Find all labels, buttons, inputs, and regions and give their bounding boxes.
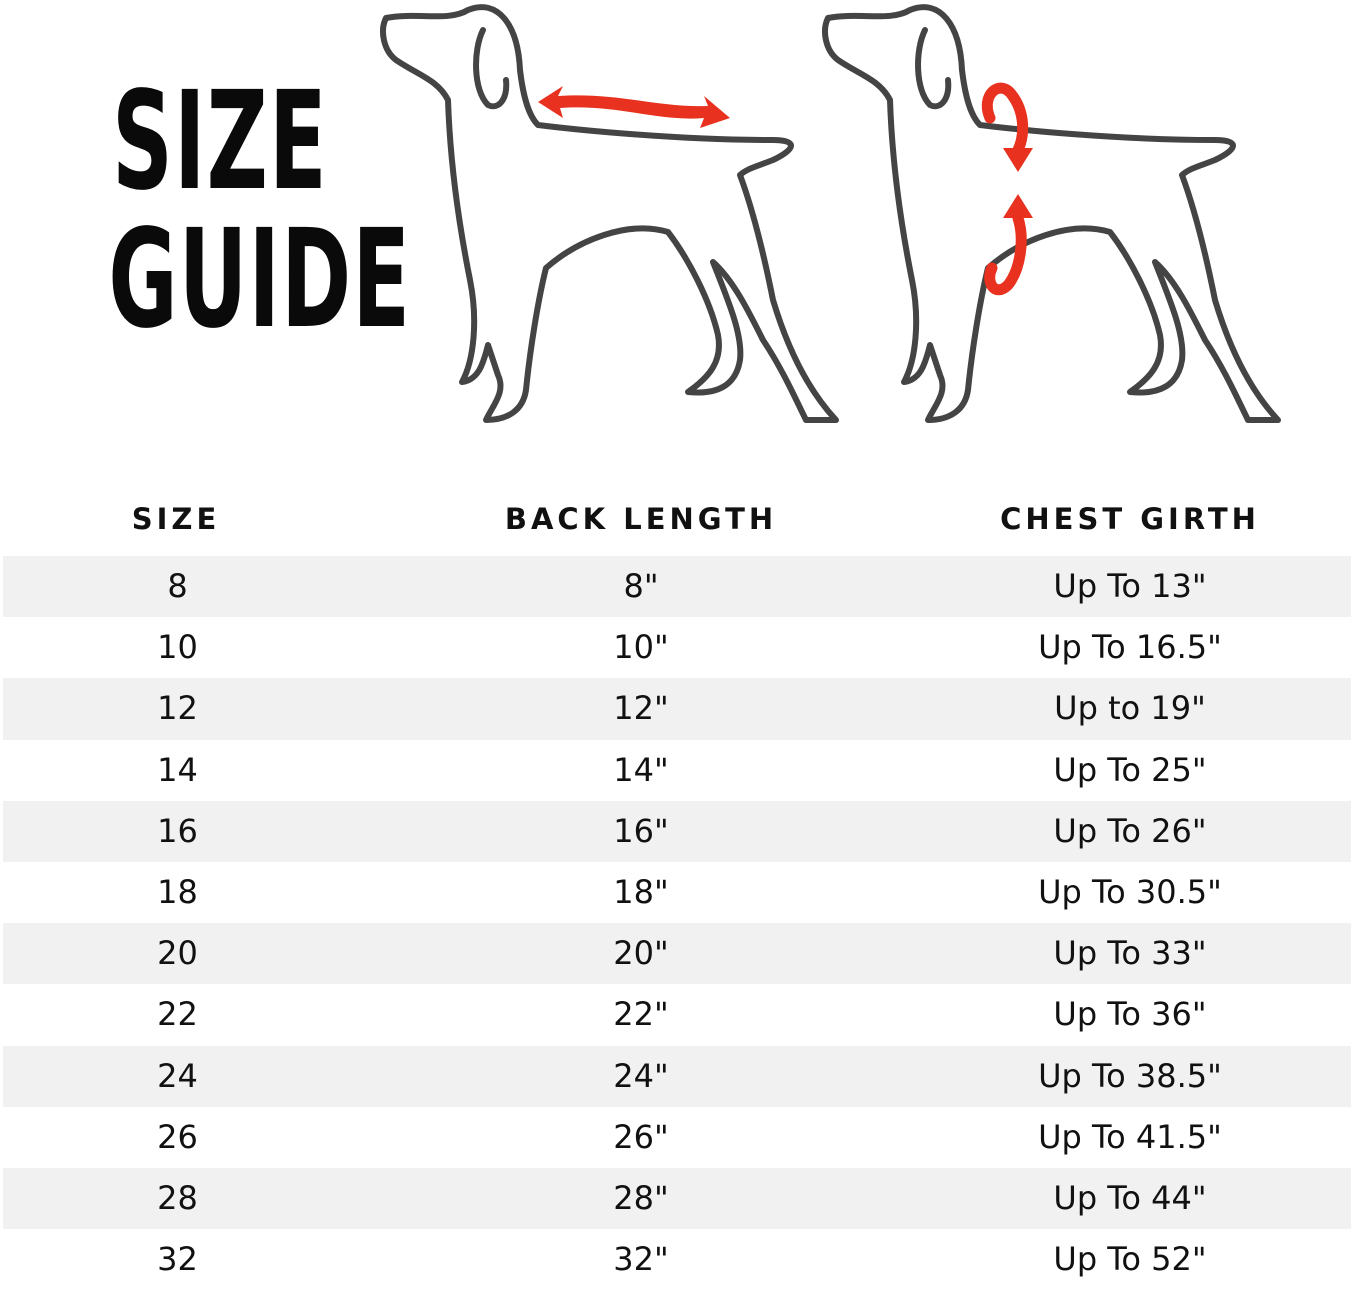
- chest-girth-cell: Up To 33": [1053, 934, 1207, 973]
- back-length-cell: 32": [613, 1240, 669, 1279]
- table-row: [3, 740, 1351, 801]
- size-cell: 20: [157, 934, 198, 973]
- table-row: [3, 1168, 1351, 1229]
- header-size: SIZE: [131, 502, 221, 536]
- chest-girth-cell: Up To 13": [1053, 567, 1207, 605]
- chest-girth-cell: Up To 36": [1053, 995, 1207, 1034]
- back-length-cell: 10": [613, 628, 669, 667]
- back-length-cell: 16": [613, 811, 669, 850]
- title-guide: GUIDE: [108, 201, 412, 359]
- back-length-cell: 24": [613, 1056, 669, 1095]
- size-cell: 28: [157, 1178, 198, 1217]
- size-cell: 10: [157, 628, 198, 667]
- table-row: [3, 984, 1351, 1045]
- back-length-cell: 28": [613, 1178, 669, 1217]
- chest-girth-cell: Up To 52": [1053, 1240, 1207, 1279]
- size-table: [3, 556, 1351, 1290]
- back-length-cell: 18": [613, 872, 669, 911]
- back-length-cell: 8": [623, 567, 659, 605]
- back-length-cell: 22": [613, 995, 669, 1034]
- size-cell: 18: [157, 872, 198, 911]
- table-row: [3, 862, 1351, 923]
- back-length-cell: 26": [613, 1117, 669, 1156]
- chest-girth-cell: Up To 26": [1053, 811, 1207, 850]
- size-cell: 8: [167, 567, 188, 605]
- table-row: [3, 617, 1351, 678]
- size-cell: 24: [157, 1056, 198, 1095]
- size-cell: 32: [157, 1240, 198, 1279]
- table-row: [3, 923, 1351, 984]
- header-chest-girth: CHEST GIRTH: [1000, 502, 1260, 536]
- title-size: SIZE: [112, 63, 328, 221]
- size-cell: 14: [157, 750, 198, 789]
- table-row: [3, 1107, 1351, 1168]
- chest-girth-cell: Up To 16.5": [1038, 628, 1222, 667]
- size-cell: 26: [157, 1117, 198, 1156]
- dog-back-length-icon: [378, 0, 848, 440]
- chest-girth-cell: Up To 38.5": [1038, 1056, 1222, 1095]
- chest-girth-cell: Up To 41.5": [1038, 1117, 1222, 1156]
- chest-girth-cell: Up to 19": [1054, 689, 1206, 728]
- back-length-cell: 14": [613, 750, 669, 789]
- size-cell: 16: [157, 811, 198, 850]
- size-cell: 12: [157, 689, 198, 728]
- back-length-cell: 12": [613, 689, 669, 728]
- table-header: [0, 498, 1353, 540]
- table-row: [3, 678, 1351, 739]
- chest-girth-cell: Up To 25": [1053, 750, 1207, 789]
- table-row: [3, 1229, 1351, 1290]
- chest-girth-cell: Up To 30.5": [1038, 872, 1222, 911]
- table-row: [3, 1046, 1351, 1107]
- table-row: [3, 556, 1351, 617]
- back-length-cell: 20": [613, 934, 669, 973]
- header-back-length: BACK LENGTH: [504, 502, 778, 536]
- chest-girth-cell: Up To 44": [1053, 1178, 1207, 1217]
- size-cell: 22: [157, 995, 198, 1034]
- table-row: [3, 801, 1351, 862]
- dog-chest-girth-icon: [820, 0, 1290, 440]
